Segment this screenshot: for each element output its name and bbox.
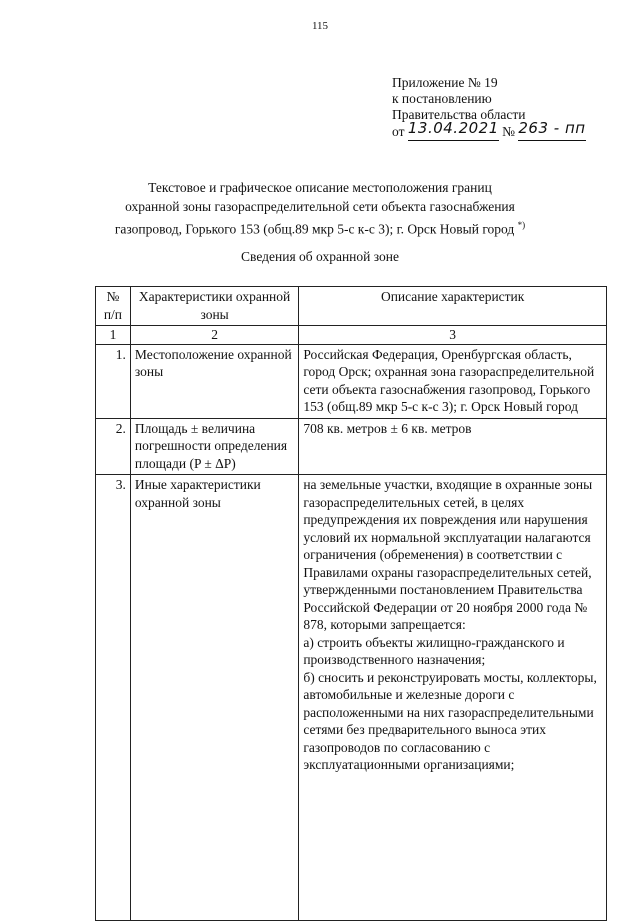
table-row: [96, 418, 607, 475]
table-row: [96, 475, 607, 921]
row-characteristic: Площадь ± величина погрешности определения площади (P ± ΔP): [130, 418, 298, 475]
column-number: 3: [299, 326, 607, 345]
row-description: Российская Федерация, Оренбургская область, город Орск; охранная зона газораспределительной сети объекта газоснабжения газопровод, Горького 153 (общ.89 мкр 5-с к-с 3); г. Орск Новый город: [299, 344, 607, 418]
row-number: 1.: [96, 344, 131, 418]
row-description-cell: [299, 475, 607, 921]
appendix-line: Приложение № 19: [392, 75, 498, 90]
handwritten-date: 13.04.2021: [407, 119, 499, 137]
date-prefix: от: [392, 124, 405, 139]
row-description: 708 кв. метров ± 6 кв. метров: [299, 418, 607, 475]
header-description: Описание характеристик: [299, 287, 607, 326]
header-number: № п/п: [96, 287, 131, 326]
document-title: [100, 178, 540, 239]
appendix-line: Правительства области: [392, 107, 526, 122]
row-number: 2.: [96, 418, 131, 475]
appendix-date-line: [392, 119, 586, 141]
title-line: Текстовое и графическое описание местоположения границ: [148, 180, 492, 195]
column-number: 2: [130, 326, 298, 345]
handwritten-number: 263 - пп: [518, 119, 586, 137]
column-number-row: [96, 326, 607, 345]
column-number: 1: [96, 326, 131, 345]
table-row: [96, 344, 607, 418]
header-characteristic: Характеристики охранной зоны: [130, 287, 298, 326]
title-line: газопровод, Горького 153 (общ.89 мкр 5-с к-с 3); г. Орск Новый город *): [114, 220, 526, 237]
table-header-row: [96, 287, 607, 326]
row-characteristic: Местоположение охранной зоны: [130, 344, 298, 418]
section-title: Сведения об охранной зоне: [241, 249, 399, 264]
number-prefix: №: [502, 124, 516, 139]
row-description: на земельные участки, входящие в охранные зоны газораспределительных сетей, в целях предупреждения их повреждения или нарушения условий их нормальной эксплуатации налагаются ограничения (обременения) в соответствии с Правилами охраны газораспределительных сетей, утвержденными постановлением Правительства Российской Федерации от 20 ноября 2000 года № 878, которыми запрещается:: [303, 477, 593, 632]
footnote-mark: *): [517, 220, 526, 230]
appendix-line: к постановлению: [392, 91, 492, 106]
appendix-header: [392, 75, 586, 141]
restriction-item: б) сносить и реконструировать мосты, коллекторы, автомобильные и железные дороги с расположенными на них газораспределительными сетями без предварительного выноса этих газопроводов по согласованию с эксплуатационными организациями;: [303, 669, 597, 772]
row-characteristic: Иные характеристики охранной зоны: [130, 475, 298, 921]
title-line: охранной зоны газораспределительной сети объекта газоснабжения: [125, 199, 515, 214]
row-number: 3.: [96, 475, 131, 921]
page-number: 115: [311, 20, 329, 32]
restriction-item: а) строить объекты жилищно-гражданского и производственного назначения;: [303, 634, 565, 667]
protection-zone-table: [95, 286, 607, 921]
